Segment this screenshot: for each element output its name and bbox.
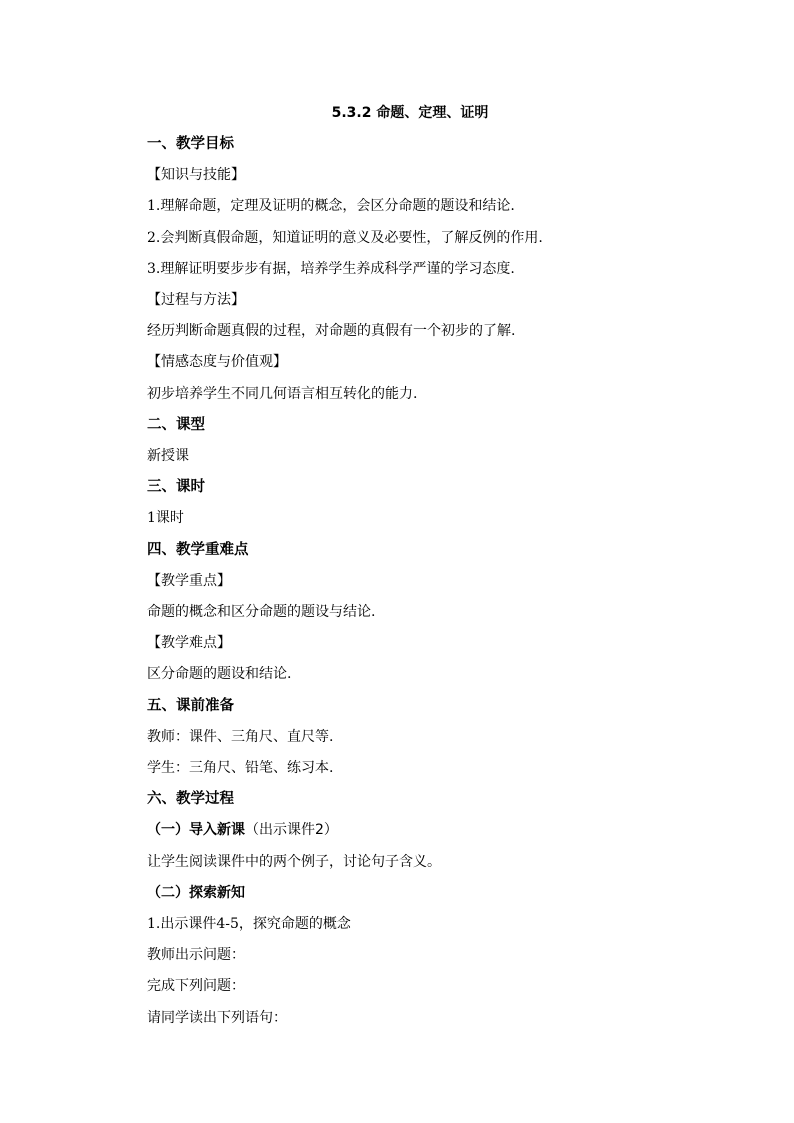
goal-item-2: 2.会判断真假命题，知道证明的意义及必要性，了解反例的作用. <box>147 230 543 246</box>
goal-item-3: 3.理解证明要步步有据，培养学生养成科学严谨的学习态度. <box>147 261 515 277</box>
explore-step-1: 1.出示课件4-5，探究命题的概念 <box>147 916 351 932</box>
subheading-difficult-points: 【教学难点】 <box>147 635 231 651</box>
subsection-explore <box>147 883 667 903</box>
lesson-type-text: 新授课 <box>147 448 189 464</box>
section-heading-preparation: 五、课前准备 <box>147 698 234 714</box>
section-heading-key-difficult-points: 四、教学重难点 <box>147 542 249 558</box>
process-method-text: 经历判断命题真假的过程，对命题的真假有一个初步的了解. <box>147 323 516 339</box>
preparation-teacher: 教师：课件、三角尺、直尺等. <box>147 729 334 745</box>
read-sentences-label: 请同学读出下列语句： <box>147 1010 287 1026</box>
subheading-attitude-values: 【情感态度与价值观】 <box>147 354 287 370</box>
section-heading-teaching-process: 六、教学过程 <box>147 791 234 807</box>
class-hours-text: 1课时 <box>147 510 184 526</box>
difficult-points-text: 区分命题的题设和结论. <box>147 666 292 682</box>
goal-item-1: 1.理解命题，定理及证明的概念，会区分命题的题设和结论. <box>147 198 515 214</box>
attitude-values-text: 初步培养学生不同几何语言相互转化的能力. <box>147 386 418 402</box>
complete-questions-label: 完成下列问题： <box>147 978 245 994</box>
teacher-question-label: 教师出示问题： <box>147 947 245 963</box>
document-title: 5.3.2 命题、定理、证明 <box>331 105 489 121</box>
subheading-key-points: 【教学重点】 <box>147 573 231 589</box>
subsection-introduction-note: （出示课件2） <box>245 822 338 838</box>
subheading-process-method: 【过程与方法】 <box>147 292 245 308</box>
section-heading-class-hours: 三、课时 <box>147 479 205 495</box>
subsection-introduction <box>147 820 667 840</box>
key-points-text: 命题的概念和区分命题的题设与结论. <box>147 604 376 620</box>
subsection-introduction-title: （一）导入新课 <box>147 822 245 838</box>
subheading-knowledge-skills: 【知识与技能】 <box>147 167 245 183</box>
introduction-text: 让学生阅读课件中的两个例子，讨论句子含义。 <box>147 854 441 870</box>
subsection-explore-title: （二）探索新知 <box>147 885 245 901</box>
section-heading-teaching-goals: 一、教学目标 <box>147 136 234 152</box>
section-heading-lesson-type: 二、课型 <box>147 417 205 433</box>
preparation-student: 学生：三角尺、铅笔、练习本. <box>147 760 334 776</box>
